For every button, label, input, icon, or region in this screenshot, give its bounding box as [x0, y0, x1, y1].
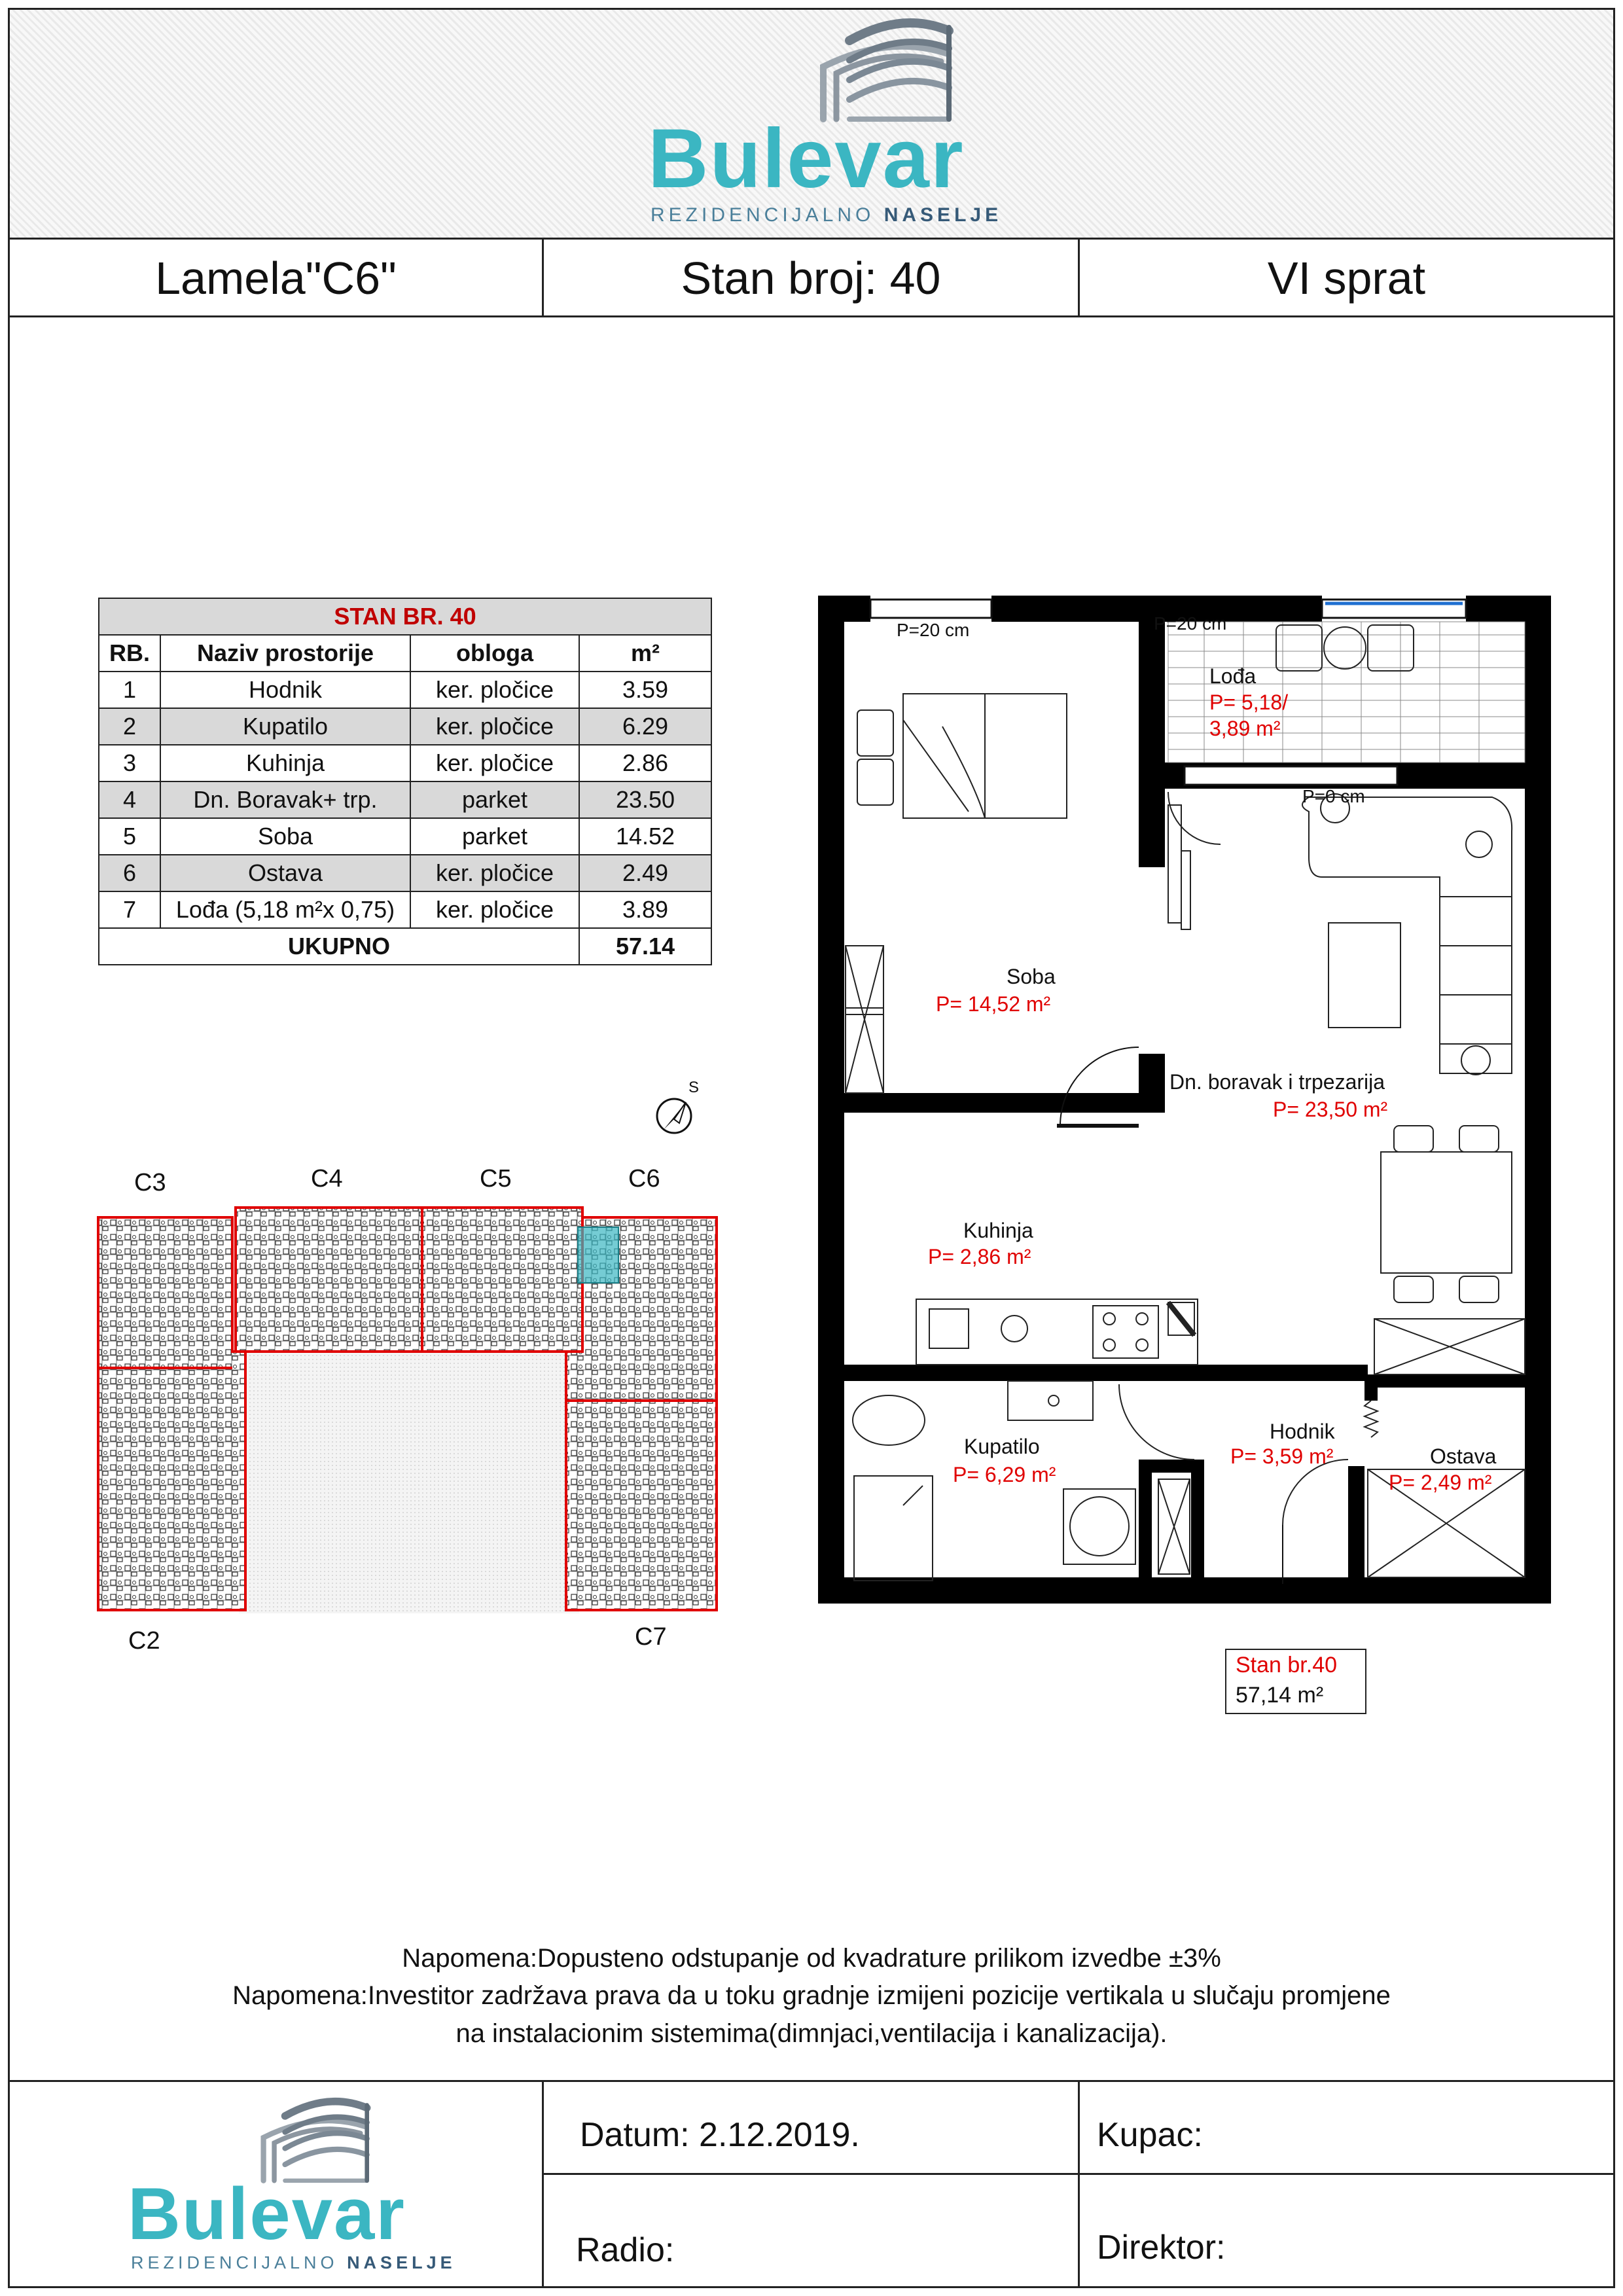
- table-row: 5 Soba parket 14.52: [99, 818, 711, 855]
- room-area-hodnik: P= 3,59 m²: [1230, 1444, 1334, 1468]
- table-row: 7 Lođa (5,18 m²x 0,75) ker. pločice 3.89: [99, 891, 711, 928]
- room-area-loda-net: 3,89 m²: [1209, 717, 1281, 740]
- logo-wordmark: Bulevar: [128, 2173, 406, 2255]
- col-m2: m²: [579, 635, 711, 672]
- divider: [1078, 2080, 1080, 2288]
- note-line: Napomena:Dopusteno odstupanje od kvadrature prilikom izvedbe ±3%: [402, 1944, 1221, 1973]
- room-label-boravak: Dn. boravak i trpezarija: [1169, 1070, 1385, 1094]
- site-plan-drawing: [95, 1204, 723, 1623]
- room-area-ostava: P= 2,49 m²: [1389, 1471, 1492, 1494]
- building-logo-icon: [810, 14, 959, 126]
- col-rb: RB.: [99, 635, 160, 672]
- datum-field: Datum: 2.12.2019.: [580, 2116, 860, 2154]
- kupac-field: Kupac:: [1097, 2116, 1203, 2154]
- divider: [542, 2080, 544, 2288]
- north-mark: S: [688, 1079, 700, 1096]
- table-row: 4 Dn. Boravak+ trp. parket 23.50: [99, 781, 711, 818]
- lamela-title: Lamela"C6": [155, 253, 397, 304]
- sill-label: P=20 cm: [897, 620, 970, 640]
- direktor-field: Direktor:: [1097, 2229, 1226, 2267]
- divider: [542, 2173, 1615, 2175]
- logo-tagline: REZIDENCIJALNO NASELJE: [651, 204, 1003, 226]
- room-label-loda: Lođa: [1209, 664, 1257, 688]
- room-area-loda: P= 5,18/: [1209, 691, 1289, 714]
- sill-label: P=0 cm: [1302, 786, 1365, 806]
- room-area-soba: P= 14,52 m²: [936, 992, 1051, 1016]
- table-title: STAN BR. 40: [99, 598, 711, 635]
- logo-wordmark: Bulevar: [648, 112, 965, 206]
- room-label-kuhinja: Kuhinja: [963, 1219, 1033, 1242]
- col-naziv: Naziv prostorije: [160, 635, 410, 672]
- apartment-summary: [1225, 1649, 1366, 1714]
- table-total-row: [99, 928, 711, 965]
- divider: [8, 2080, 1615, 2082]
- note-line: na instalacionim sistemima(dimnjaci,ventilacija i kanalizacija).: [455, 2019, 1168, 2048]
- room-area-kuhinja: P= 2,86 m²: [928, 1245, 1031, 1268]
- table-row: 2 Kupatilo ker. pločice 6.29: [99, 708, 711, 745]
- total-label: UKUPNO: [99, 928, 579, 965]
- table-row: 1 Hodnik ker. pločice 3.59: [99, 672, 711, 708]
- col-obloga: obloga: [410, 635, 579, 672]
- table-header: [99, 635, 711, 672]
- logo-tagline: REZIDENCIJALNO NASELJE: [131, 2253, 456, 2272]
- building-logo-icon: [252, 2094, 376, 2186]
- lamela-label: C2: [128, 1627, 160, 1655]
- sill-label: P=20 cm: [1154, 613, 1227, 634]
- room-area-boravak: P= 23,50 m²: [1273, 1098, 1388, 1121]
- room-label-soba: Soba: [1007, 965, 1056, 988]
- room-label-kupatilo: Kupatilo: [964, 1435, 1040, 1458]
- total-value: 57.14: [579, 928, 711, 965]
- summary-area: 57,14 m²: [1236, 1683, 1324, 1708]
- lamela-label: C6: [628, 1165, 660, 1193]
- rooms-table: [98, 598, 712, 965]
- lamela-label: C5: [480, 1165, 512, 1193]
- room-label-hodnik: Hodnik: [1270, 1420, 1335, 1443]
- room-label-ostava: Ostava: [1430, 1444, 1497, 1468]
- lamela-label: C4: [311, 1165, 343, 1193]
- table-row: 3 Kuhinja ker. pločice 2.86: [99, 745, 711, 781]
- lamela-label: C3: [134, 1169, 166, 1196]
- stan-title: Stan broj: 40: [681, 253, 941, 304]
- radio-field: Radio:: [576, 2231, 675, 2269]
- lamela-label: C7: [635, 1623, 667, 1651]
- table-row: 6 Ostava ker. pločice 2.49: [99, 855, 711, 891]
- floor-title: VI sprat: [1267, 253, 1426, 304]
- note-line: Napomena:Investitor zadržava prava da u toku gradnje izmijeni pozicije vertikala u slučaju promjene: [232, 1981, 1391, 2010]
- summary-title: Stan br.40: [1236, 1653, 1338, 1677]
- room-area-kupatilo: P= 6,29 m²: [953, 1463, 1056, 1486]
